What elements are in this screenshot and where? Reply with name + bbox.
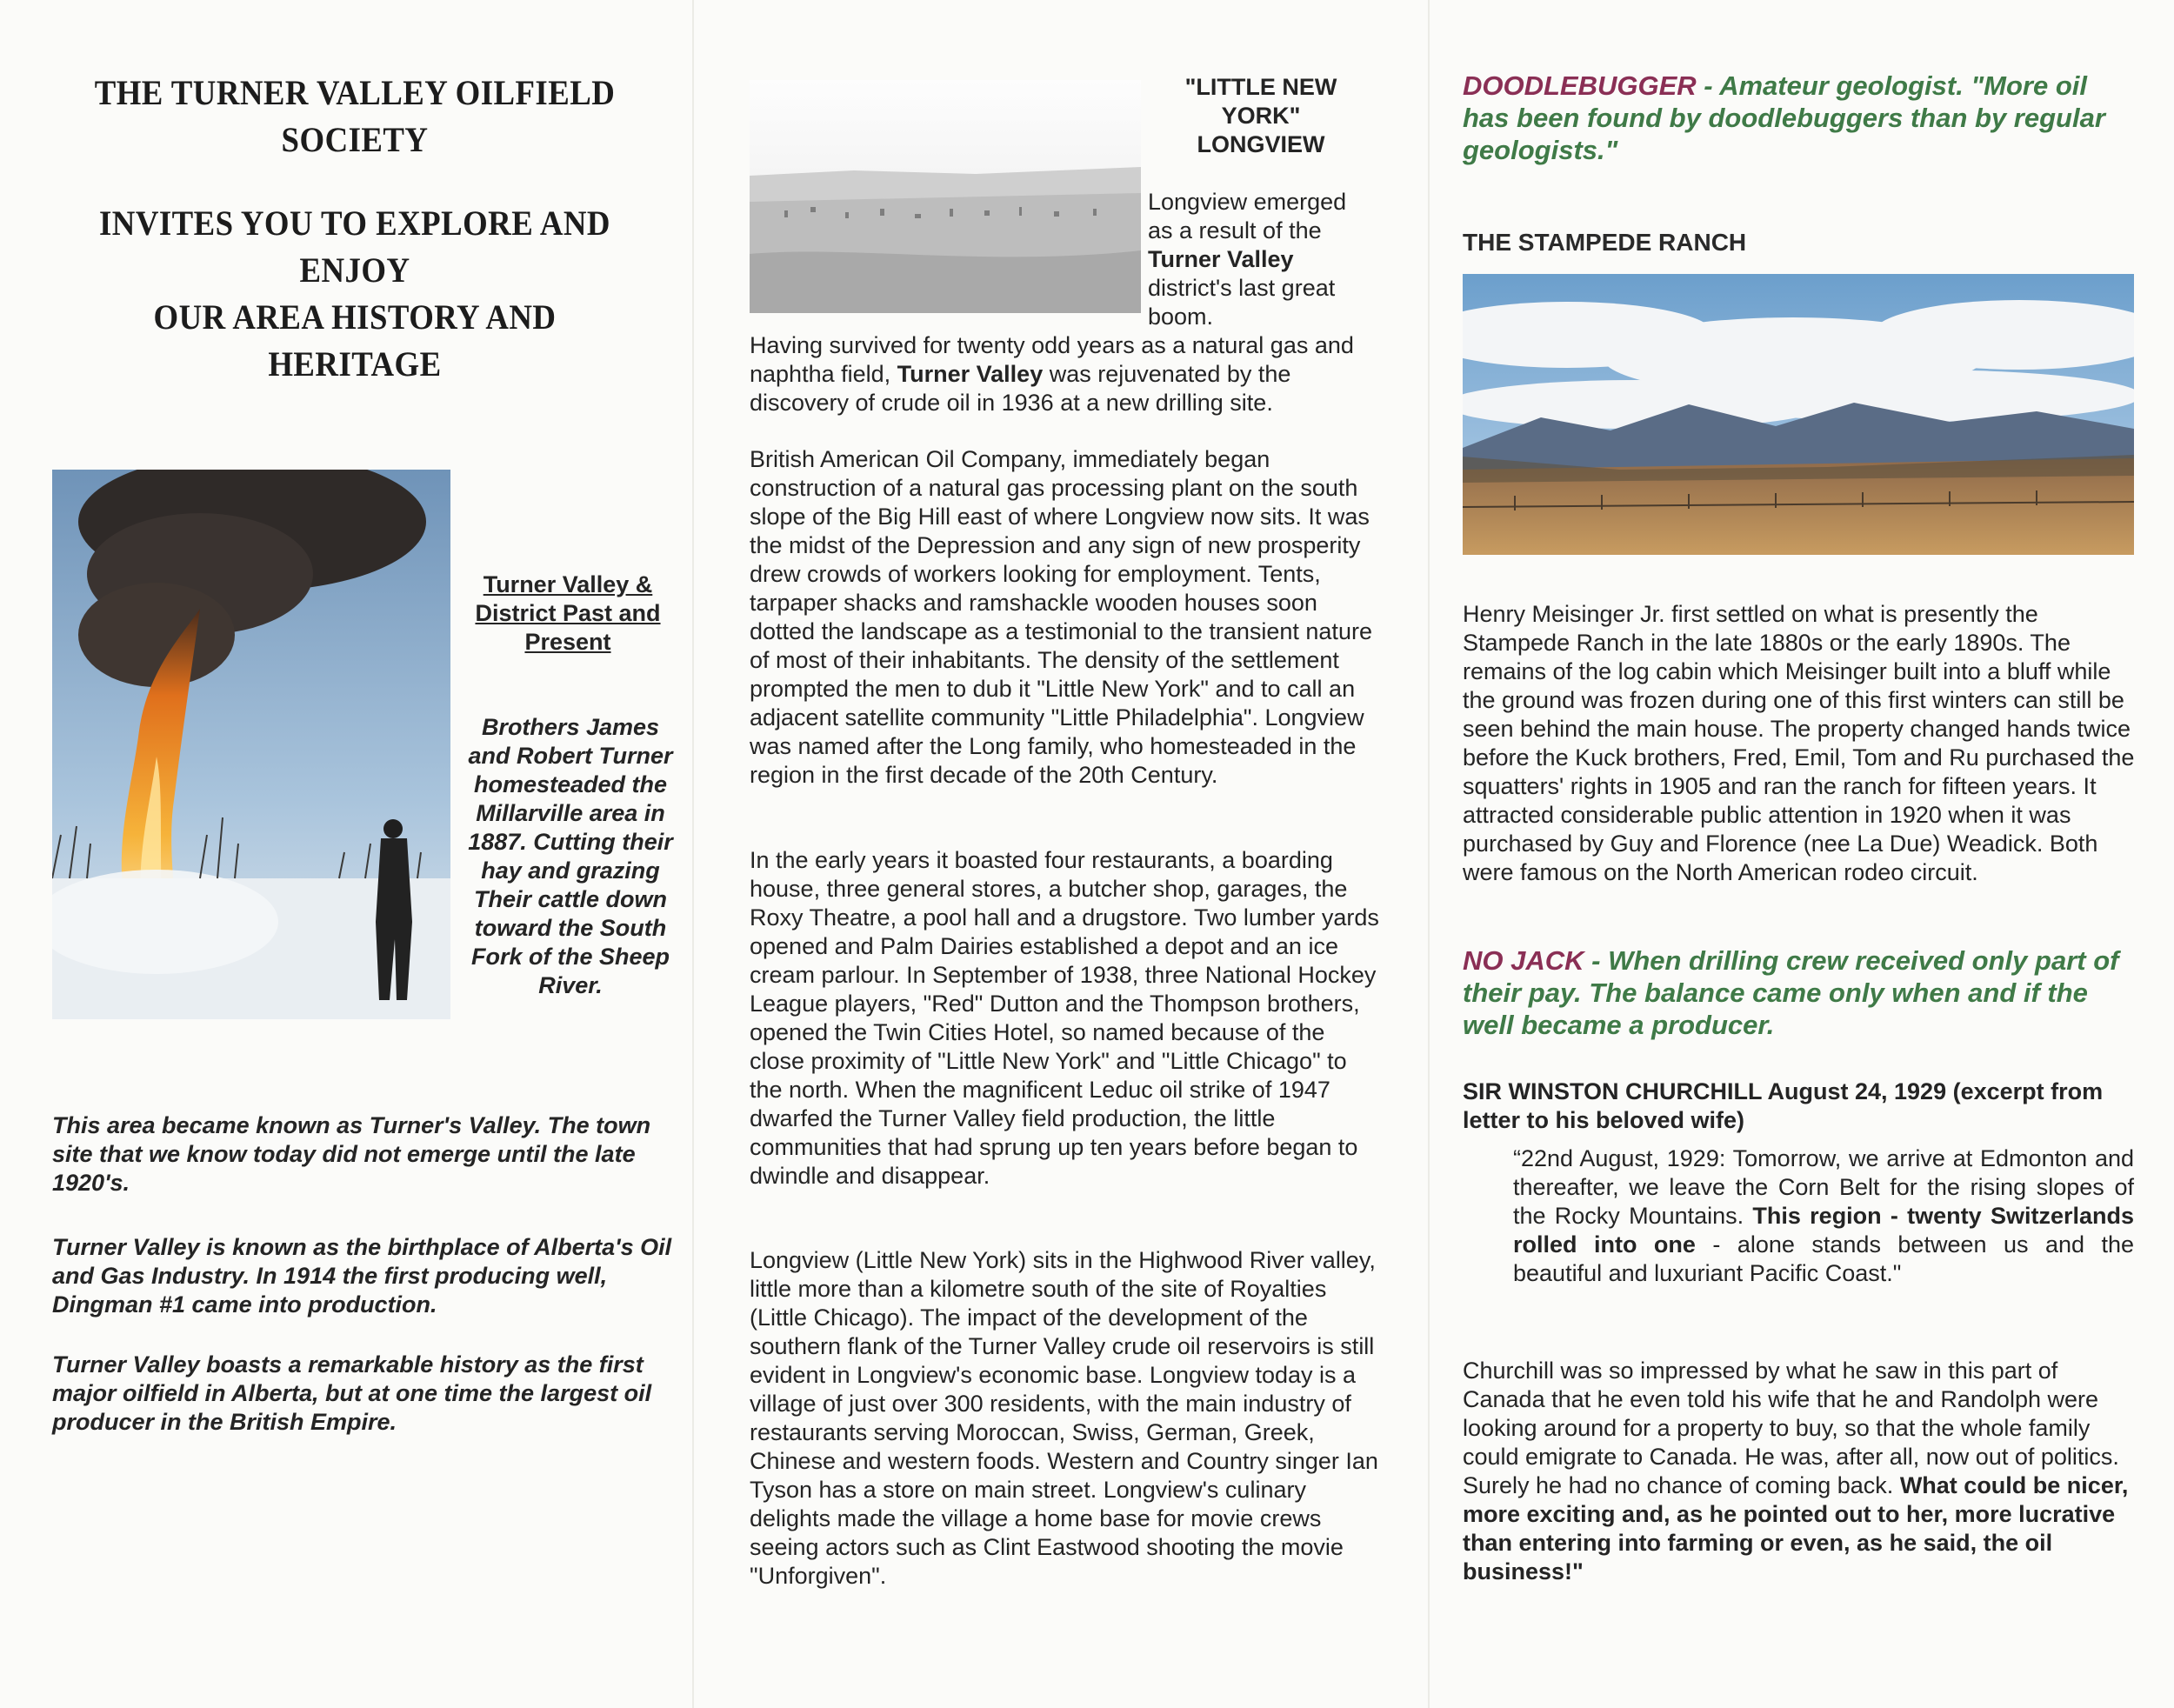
term-definition: - Amateur geologist. "More oil has been found by doodlebuggers than by regular geologists." xyxy=(1463,70,2105,165)
society-title: THE TURNER VALLEY OILFIELD SOCIETY xyxy=(94,73,616,159)
intro-bold: Turner Valley xyxy=(897,361,1044,387)
term-word: NO JACK xyxy=(1463,945,1584,976)
stampede-ranch-heading: THE STAMPEDE RANCH xyxy=(1463,229,1747,256)
invite-title: INVITES YOU TO EXPLORE AND ENJOY OUR AREA HISTORY AND HERITAGE xyxy=(99,203,610,384)
intro-paragraph: This area became known as Turner's Valley. The town site that we know today did not emerge until the late 1920's. xyxy=(52,1112,651,1196)
no-jack-definition xyxy=(1463,944,2141,1041)
intro-text: Longview emerged as a result of the xyxy=(1148,189,1347,244)
churchill-heading: SIR WINSTON CHURCHILL August 24, 1929 (excerpt from letter to his beloved wife) xyxy=(1463,1078,2104,1133)
intro-paragraph: Turner Valley boasts a remarkable history as the first major oilfield in Alberta, but at one time the largest oil producer in the British Empire. xyxy=(52,1351,652,1435)
closing-bold: What could be nicer, more exciting and, as he pointed out to her, more lucrative than entering into farming or even, as he said, the oil business!" xyxy=(1463,1472,2129,1585)
quote-text: “22nd August, 1929: Tomorrow, we arrive at Edmonton and thereafter, we leave the Corn Belt for the rising slopes of the Rocky Mountains. xyxy=(1513,1145,2134,1229)
longview-paragraph: British American Oil Company, immediately began construction of a natural gas processing plant on the south slope of the Big Hill east of where Longview now sits. It was the midst of the Depression and any sign of new prosperity drew crowds of workers looking for employment. Tents, tarpaper shacks and ramshackle wooden houses soon dotted the landscape as a testimonial to the transient nature of most of their inhabitants. The density of the settlement prompted the men to dub it "Little New York" and to call an adjacent satellite community "Little Philadelphia". Longview was named after the Long family, who homesteaded in the region in the first decade of the 20th Century. xyxy=(750,446,1372,788)
longview-photo xyxy=(750,80,1141,313)
intro-text: district's last great boom. xyxy=(1148,275,1336,330)
ranch-history-text: Henry Meisinger Jr. first settled on what is presently the Stampede Ranch in the late 1880s or the early 1890s. The remains of the log cabin which Meisinger built into a bluff while the ground was frozen during one of this first winters can still be seen behind the main house. The property changed hands twice before the Kuck brothers, Fred, Emil, Tom and Ru purchased the squatters' rights in 1905 and ran the ranch for fifteen years. It attracted considerable public attention in 1920 when it was purchased by Guy and Florence (nee La Due) Weadick. Both were famous on the North American rodeo circuit. xyxy=(1463,601,2135,885)
brothers-text: Brothers James and Robert Turner homesteaded the Millarville area in 1887. Cutting their hay and grazing Their cattle down toward the South Fork of the Sheep River. xyxy=(468,714,673,998)
term-word: DOODLEBUGGER xyxy=(1463,70,1697,101)
closing-text: Churchill was so impressed by what he saw in this part of Canada that he even told his wife that he and Randolph were looking around for a property to buy, so that the whole family could emigrate to Canada. He was, after all, now out of politics. Surely he had no chance of coming back. xyxy=(1463,1358,2119,1498)
ranch-photo xyxy=(1463,274,2134,555)
intro-text: Having survived for twenty odd years as a natural gas and naphtha field, xyxy=(750,332,1354,387)
fold-line xyxy=(692,0,694,1708)
little-new-york-heading: "LITTLE NEW YORK" LONGVIEW xyxy=(1184,74,1337,157)
intro-paragraph: Turner Valley is known as the birthplace of Alberta's Oil and Gas Industry. In 1914 the first producing well, Dingman #1 came into production. xyxy=(52,1234,672,1318)
longview-paragraph: Longview (Little New York) sits in the Highwood River valley, little more than a kilometre south of the site of Royalties (Little Chicago). The impact of the development of the southern flank of the Turner Valley crude oil reservoirs is still evident in Longview's economic base. Longview today is a village of just over 300 residents, with the main industry of restaurants serving Moroccan, Swiss, German, Greek, Chinese and western foods. Western and Country singer Ian Tyson has a store on main street. Longview's culinary delights made the village a home base for movie crews seeing actors such as Clint Eastwood shooting the movie "Unforgiven". xyxy=(750,1247,1378,1589)
gas-fire-photo xyxy=(52,470,450,1019)
fold-line xyxy=(1428,0,1430,1708)
quote-bold: This region - twenty Switzerlands rolled into one xyxy=(1513,1203,2134,1258)
district-subheading: Turner Valley & District Past and Present xyxy=(475,571,661,655)
churchill-closing xyxy=(1463,1357,2141,1586)
longview-paragraph: In the early years it boasted four restaurants, a boarding house, three general stores, a butcher shop, garages, the Roxy Theatre, a pool hall and a drugstore. Two lumber yards opened and Palm Dairies established a depot and an ice cream parlour. In September of 1938, three National Hockey League players, "Red" Dutton and the Thompson brothers, opened the Twin Cities Hotel, so named because of the close proximity of "Little New York" and "Little Chicago" to the north. When the magnificent Leduc oil strike of 1947 dwarfed the Turner Valley field production, the little communities that had sprung up ten years before began to dwindle and disappear. xyxy=(750,847,1379,1189)
doodlebugger-definition xyxy=(1463,70,2141,166)
term-definition: - When drilling crew received only part of their pay. The balance came only when and if the well became a producer. xyxy=(1463,945,2119,1040)
longview-intro-continued xyxy=(750,331,1376,417)
intro-bold: Turner Valley xyxy=(1148,246,1294,272)
quote-text: - alone stands between us and the beautiful and luxuriant Pacific Coast." xyxy=(1513,1231,2134,1286)
longview-intro xyxy=(1148,188,1376,331)
intro-text: was rejuvenated by the discovery of crude oil in 1936 at a new drilling site. xyxy=(750,361,1291,416)
churchill-quote xyxy=(1513,1144,2134,1288)
